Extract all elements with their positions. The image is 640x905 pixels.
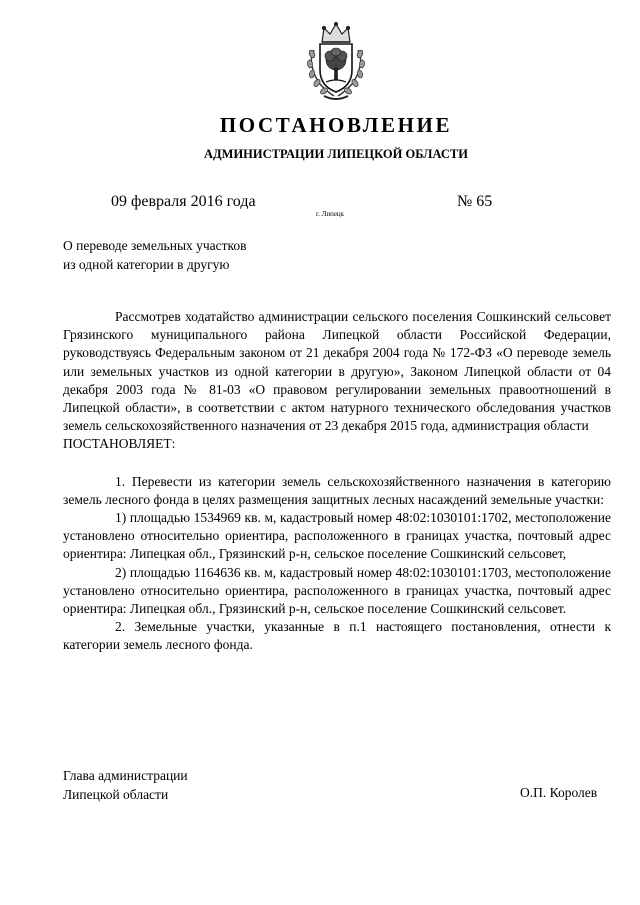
document-city: г. Липецк [316,210,345,218]
clause-1-2: 2) площадью 1164636 кв. м, кадастровый номер 48:02:1030101:1703, местоположение установлено относительно ориентира, расположенного в границах участка, почтовый адрес ориентира: Липецкая обл., Грязинский р-н, сельское поселение Сошкинский сельсовет. [63,564,611,617]
resolves-heading: ПОСТАНОВЛЯЕТ: [63,436,176,452]
preamble-paragraph: Рассмотрев ходатайство администрации сельского поселения Сошкинский сельсовет Грязинского муниципального района Липецкой области Российской Федерации, руководствуясь Федеральным законом от 21 декабря 2004 года № 172-ФЗ «О переводе земель или земельных участков из одной категории в другую», Законом Липецкой области от 04 декабря 2003 года № 81-03 «О правовом регулировании земельных правоотношений в Липецкой области», в соответствии с актом натурного технического обследования участков земель сельскохозяйственного назначения от 23 декабря 2015 года, администрация области [63,309,611,434]
document-number: № 65 [457,193,493,210]
signatory-position [63,766,188,804]
document-title: ПОСТАНОВЛЕНИЕ [219,113,453,137]
document-date: 09 февраля 2016 года [111,193,256,210]
signatory-position-line: Липецкой области [63,787,169,802]
document-subject [63,236,247,274]
signatory-position-line: Глава администрации [63,768,188,783]
signatory-name: О.П. Королев [520,785,598,800]
issuing-authority: АДМИНИСТРАЦИИ ЛИПЕЦКОЙ ОБЛАСТИ [204,147,468,161]
coat-of-arms-icon [300,20,372,106]
subject-line: из одной категории в другую [63,257,230,272]
document-body [63,308,611,655]
subject-line: О переводе земельных участков [63,238,247,253]
clause-2: 2. Земельные участки, указанные в п.1 настоящего постановления, отнести к категории земель лесного фонда. [63,619,611,653]
clause-1-1: 1) площадью 1534969 кв. м, кадастровый номер 48:02:1030101:1702, местоположение установлено относительно ориентира, расположенного в границах участка, почтовый адрес ориентира: Липецкая обл., Грязинский р-н, сельское поселение Сошкинский сельсовет, [63,510,611,562]
clause-1: 1. Перевести из категории земель сельскохозяйственного назначения в категорию земель лесного фонда в целях размещения защитных лесных насаждений земельные участки: [63,473,611,507]
